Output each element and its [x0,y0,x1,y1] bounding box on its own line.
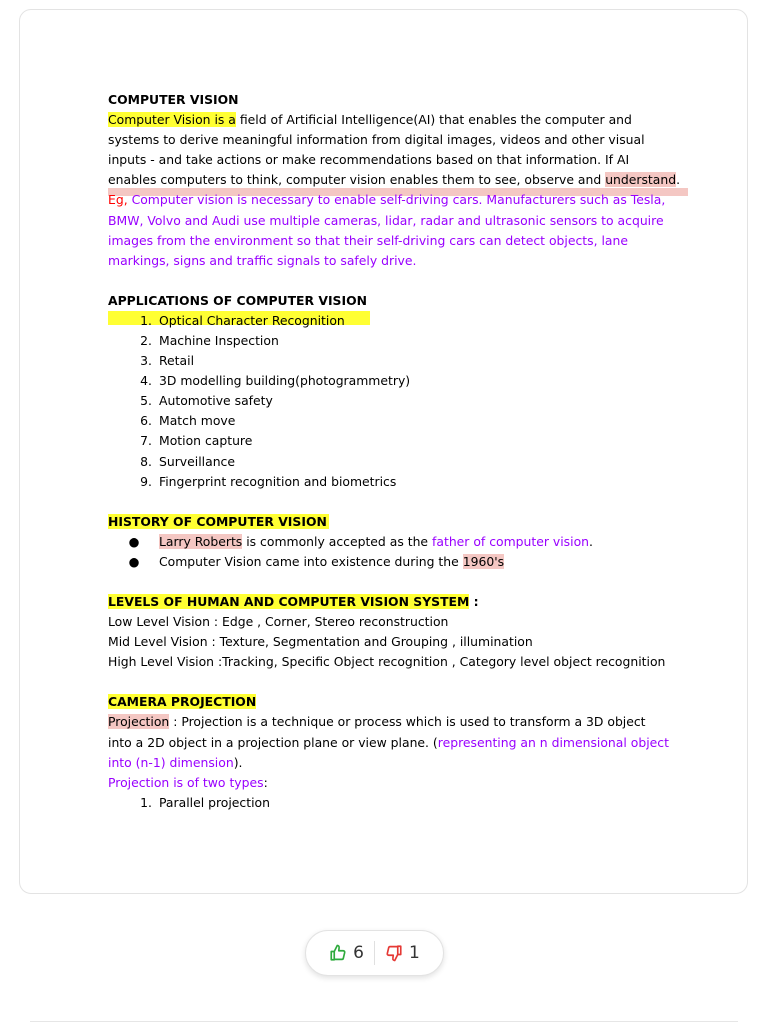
list-item-text: Match move [159,413,236,429]
intro-highlight: Computer Vision is a [108,112,236,128]
bullet-text [152,534,593,549]
projection-highlight: Projection [108,714,170,730]
history-text: is commonly accepted as the [242,533,432,549]
projection-line-4 [108,773,688,793]
intro-text: Computer vision is necessary to enable self-driving cars. Manufacturers such as Tesla, [127,192,666,208]
levels-heading-tail: : [469,593,479,609]
intro-line-2: systems to derive meaningful information from digital images, videos and other visual [108,132,645,148]
list-item [108,793,688,813]
thumbs-down-icon [385,944,403,962]
projection-types: Projection is of two types [108,774,264,790]
doc-title: COMPUTER VISION [108,92,239,107]
larry-roberts: Larry Roberts [159,533,243,549]
father-of-cv: father of computer vision [432,533,590,549]
intro-line-8: markings, signs and traffic signals to safely drive. [108,252,417,268]
intro-line-4 [108,170,688,190]
intro-line-1 [108,110,688,130]
list-item [108,391,688,411]
dislike-count: 1 [409,943,420,963]
bottom-divider [30,1021,738,1022]
list-number: 6. [140,413,152,429]
list-item-text: Machine Inspection [159,332,279,348]
applications-list [108,311,688,492]
intro-line-6: BMW, Volvo and Audi use multiple cameras, lidar, radar and ultrasonic sensors to acquire [108,212,664,228]
applications-heading: APPLICATIONS OF COMPUTER VISION [108,292,367,308]
eg-label: Eg, [108,192,128,208]
list-item-text: Fingerprint recognition and biometrics [159,473,397,489]
projection-purple: representing an n dimensional object [437,734,669,750]
history-bullet-2 [108,552,688,572]
list-item-text: Surveillance [159,453,235,469]
history-text: . [589,533,593,549]
projection-line-3 [108,753,688,773]
list-number: 8. [140,453,152,469]
intro-line-5 [108,190,688,210]
high-level-vision: High Level Vision :Tracking, Specific Object recognition , Category level object recognition [108,654,666,670]
list-item [108,472,688,492]
camera-heading [108,692,688,712]
dislike-button[interactable] [375,943,430,963]
understand-highlight: understand [605,172,677,188]
list-item-text: 3D modelling building(photogrammetry) [159,373,411,389]
list-item-text: Automotive safety [159,393,273,409]
document-card [19,9,748,894]
history-heading [108,512,688,532]
list-item [108,311,370,328]
projection-text: into a 2D object in a projection plane or view plane. ( [108,734,438,750]
list-number: 5. [140,393,152,409]
list-item [108,351,688,371]
list-number: 9. [140,473,152,489]
list-number: 2. [140,332,152,348]
projection-purple: into (n-1) dimension [108,754,234,770]
intro-text: enables computers to think, computer vision enables them to see, observe and [108,172,606,188]
intro-text: field of Artificial Intelligence(AI) that enables the computer and [235,112,632,128]
projection-list [108,793,688,813]
list-number: 4. [140,373,152,389]
list-number: 1. [140,312,152,328]
list-item-text: Retail [159,353,195,369]
list-item [108,452,688,472]
projection-line-2 [108,733,688,753]
list-item [108,371,688,391]
bullet-text [152,554,504,569]
low-level-vision: Low Level Vision : Edge , Corner, Stereo reconstruction [108,614,449,630]
camera-heading-text: CAMERA PROJECTION [108,694,257,710]
list-item-text: Motion capture [159,433,253,449]
list-item [108,411,688,431]
projection-line-1 [108,712,688,732]
like-button[interactable] [319,943,374,963]
history-bullet-1 [108,532,688,552]
projection-text: ). [233,754,243,770]
mid-level-vision: Mid Level Vision : Texture, Segmentation and Grouping , illumination [108,634,533,650]
list-number: 3. [140,353,152,369]
list-item [108,331,688,351]
history-heading-text: HISTORY OF COMPUTER VISION [108,513,327,529]
intro-line-7: images from the environment so that their self-driving cars can detect objects, lane [108,232,628,248]
projection-text: : [263,774,268,790]
reaction-bar [305,930,444,976]
bullet-icon: ● [128,533,140,549]
list-item [108,431,688,451]
like-count: 6 [353,943,364,963]
document-body [108,90,688,813]
year-1960s: 1960's [462,553,505,569]
thumbs-up-icon [329,944,347,962]
intro-text: . [676,172,681,188]
history-text: Computer Vision came into existence during the [159,553,463,569]
intro-line-3: inputs - and take actions or make recommendations based on that information. If AI [108,152,630,168]
list-number: 7. [140,433,152,449]
list-item-text: Optical Character Recognition [159,312,345,328]
bullet-icon: ● [128,553,140,569]
levels-heading-text: LEVELS OF HUMAN AND COMPUTER VISION SYSTEM [108,593,470,609]
list-item-text: Parallel projection [159,794,270,810]
list-number: 1. [140,794,152,810]
projection-text: : Projection is a technique or process which is used to transform a 3D object [169,714,646,730]
levels-heading [108,592,688,612]
